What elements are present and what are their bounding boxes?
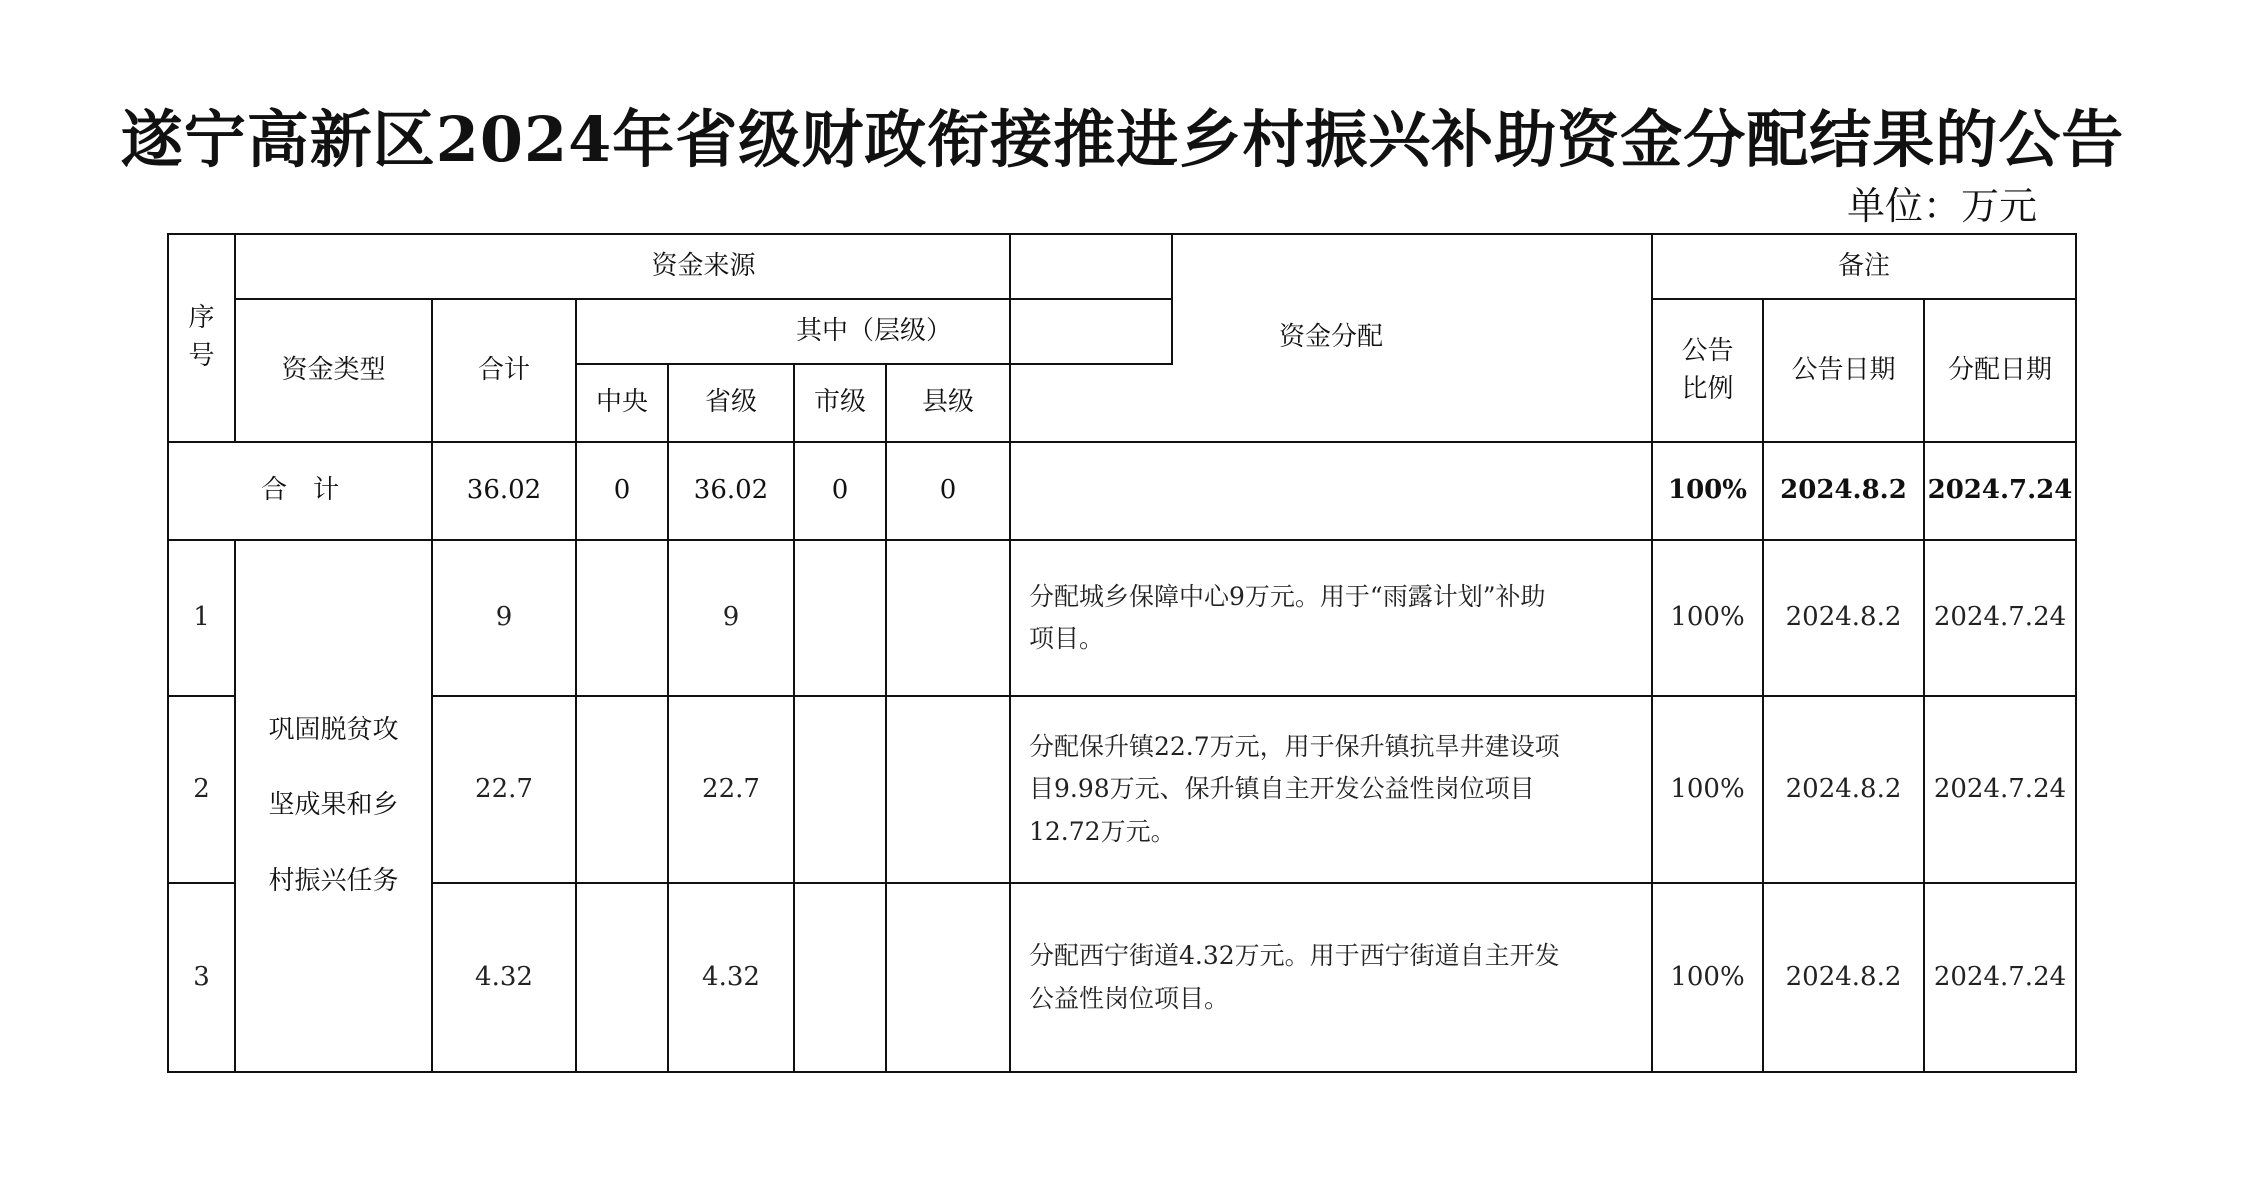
table-row-1-city — [793, 539, 887, 697]
fund-type-cell: 巩固脱贫攻 坚成果和乡 村振兴任务 — [234, 539, 433, 1073]
header-total: 合计 — [431, 298, 577, 443]
header-central: 中央 — [575, 363, 669, 443]
header-allocation: 资金分配 — [1009, 233, 1653, 443]
unit-label: 单位：万元 — [1846, 184, 2037, 228]
table-row-2-ratio: 100% — [1651, 695, 1764, 884]
table-row-1-central — [575, 539, 669, 697]
total-row-provincial: 36.02 — [667, 441, 795, 541]
table-row-2-county — [885, 695, 1011, 884]
table-row-1-total: 9 — [431, 539, 577, 697]
table-row-1-provincial: 9 — [667, 539, 795, 697]
table-row-2-alloc-date: 2024.7.24 — [1923, 695, 2077, 884]
header-ratio: 公告 比例 — [1651, 298, 1764, 443]
header-announce-date: 公告日期 — [1762, 298, 1925, 443]
table-row-2-allocation: 分配保升镇22.7万元，用于保升镇抗旱井建设项 目9.98万元、保升镇自主开发公益性岗位项目 12.72万元。 — [1009, 695, 1653, 884]
table-row-3-provincial: 4.32 — [667, 882, 795, 1073]
header-city: 市级 — [793, 363, 887, 443]
table-row-1-seq: 1 — [167, 539, 236, 697]
header-county: 县级 — [885, 363, 1011, 443]
table-row-3-total: 4.32 — [431, 882, 577, 1073]
header-alloc-date: 分配日期 — [1923, 298, 2077, 443]
table-row-2-total: 22.7 — [431, 695, 577, 884]
table-row-2-central — [575, 695, 669, 884]
total-row-allocation — [1009, 441, 1653, 541]
table-row-3-ratio: 100% — [1651, 882, 1764, 1073]
total-row-total: 36.02 — [431, 441, 577, 541]
table-row-1-allocation: 分配城乡保障中心9万元。用于“雨露计划”补助 项目。 — [1009, 539, 1653, 697]
table-row-3-seq: 3 — [167, 882, 236, 1073]
header-provincial: 省级 — [667, 363, 795, 443]
page-title: 遂宁高新区2024年省级财政衔接推进乡村振兴补助资金分配结果的公告 — [120, 103, 2125, 176]
table-row-1-announce-date: 2024.8.2 — [1762, 539, 1925, 697]
total-row-alloc-date: 2024.7.24 — [1923, 441, 2077, 541]
table-row-3-county — [885, 882, 1011, 1073]
header-fund-type: 资金类型 — [234, 298, 433, 443]
table-row-3-city — [793, 882, 887, 1073]
total-row-city: 0 — [793, 441, 887, 541]
table-row-3-central — [575, 882, 669, 1073]
total-row-announce-date: 2024.8.2 — [1762, 441, 1925, 541]
table-row-1-county — [885, 539, 1011, 697]
table-row-1-ratio: 100% — [1651, 539, 1764, 697]
table-row-3-allocation: 分配西宁街道4.32万元。用于西宁街道自主开发 公益性岗位项目。 — [1009, 882, 1653, 1073]
table-row-2-announce-date: 2024.8.2 — [1762, 695, 1925, 884]
table-row-3-announce-date: 2024.8.2 — [1762, 882, 1925, 1073]
table-row-2-city — [793, 695, 887, 884]
header-fund-source: 资金来源 — [234, 233, 1173, 300]
table-row-3-alloc-date: 2024.7.24 — [1923, 882, 2077, 1073]
table-row-1-alloc-date: 2024.7.24 — [1923, 539, 2077, 697]
total-row-ratio: 100% — [1651, 441, 1764, 541]
header-of-which: 其中（层级） — [575, 298, 1173, 365]
header-seq: 序 号 — [167, 233, 236, 443]
total-row-label: 合 计 — [167, 441, 433, 541]
total-row-county: 0 — [885, 441, 1011, 541]
table-row-2-seq: 2 — [167, 695, 236, 884]
header-remarks: 备注 — [1651, 233, 2077, 300]
allocation-table — [167, 233, 2077, 1073]
total-row-central: 0 — [575, 441, 669, 541]
table-row-2-provincial: 22.7 — [667, 695, 795, 884]
